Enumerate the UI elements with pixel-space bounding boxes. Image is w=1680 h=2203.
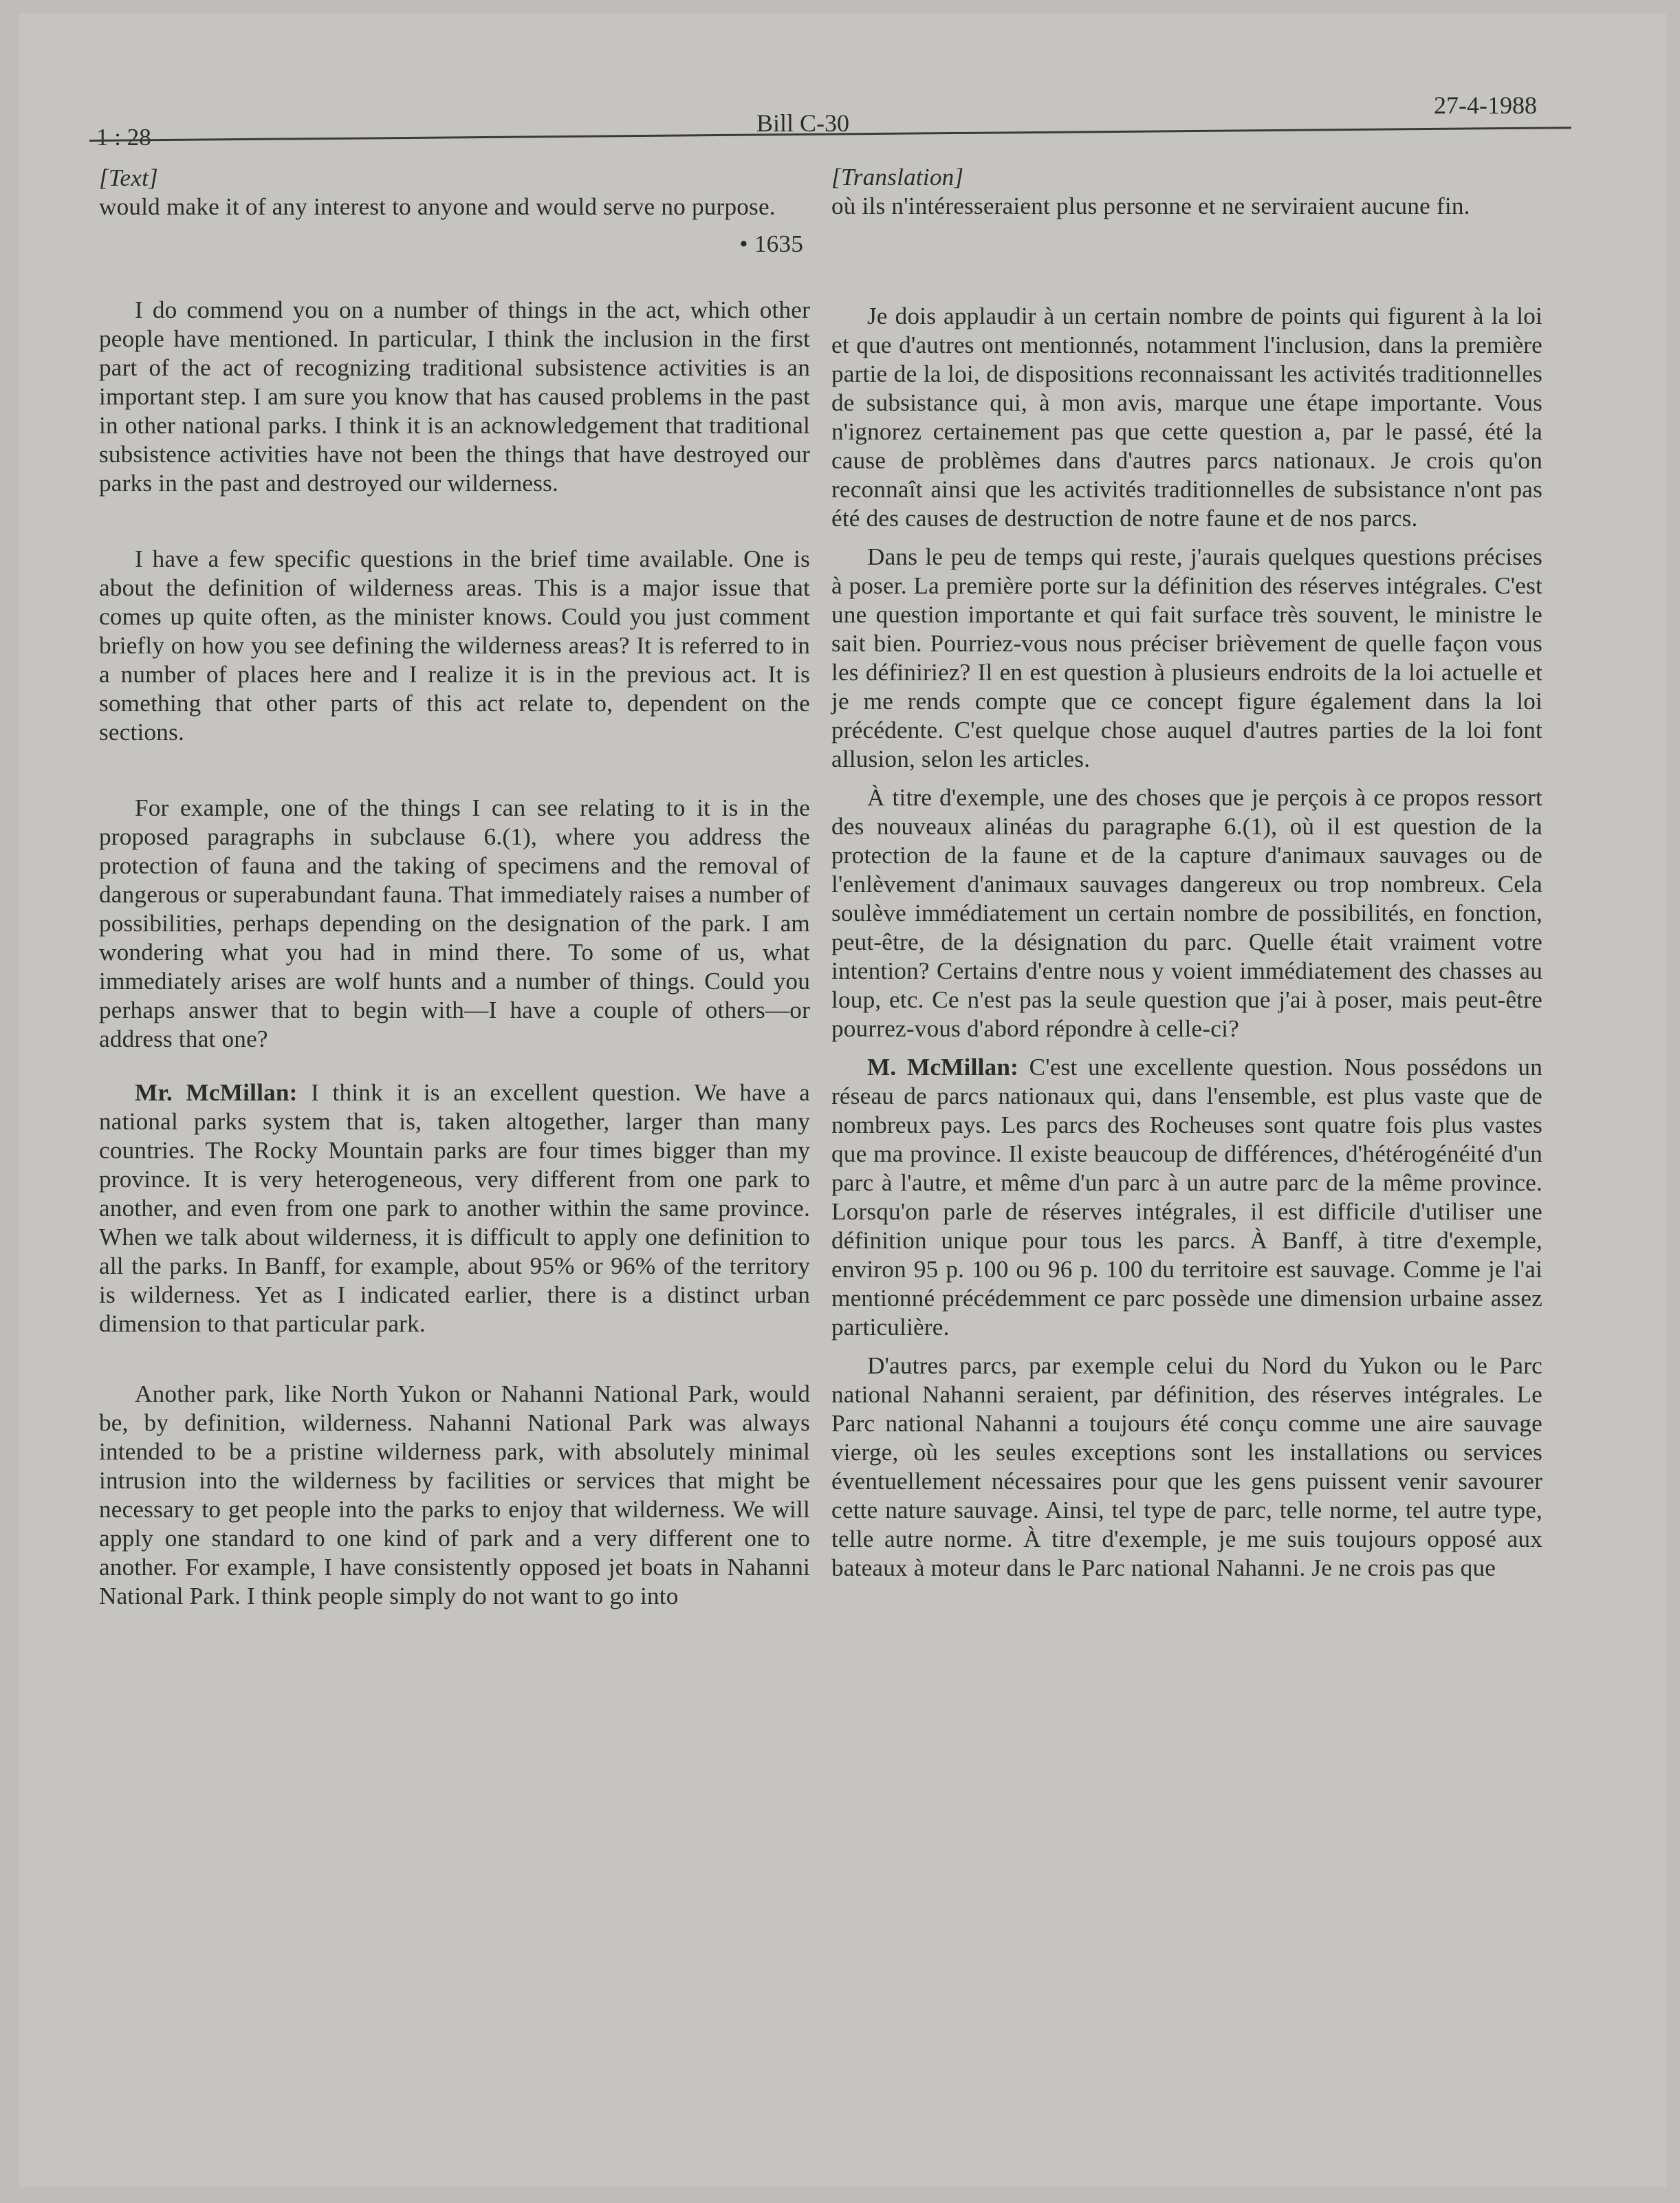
english-intro: would make it of any interest to anyone and would serve no purpose.: [99, 193, 776, 220]
french-label: [Translation]: [831, 164, 964, 191]
speaker-name: M. McMillan:: [867, 1054, 1019, 1081]
speaker-name: Mr. McMillan:: [135, 1079, 298, 1106]
page-header: [0, 0, 1680, 158]
french-intro: où ils n'intéresseraient plus personne et ne serviraient aucune fin.: [831, 193, 1470, 219]
english-paragraph-4: [99, 1078, 810, 1338]
english-column: [99, 164, 810, 1611]
english-paragraph-3: For example, one of the things I can see relating to it is in the proposed paragraphs in subclause 6.(1), where you address the protection of fauna and the taking of specimens and the removal of dangerous or superabundant fauna. That immediately raises a number of possibilities, perhaps depending on the designation of the park. I am wondering what you had in mind there. To some of us, what immediately arises are wolf hunts and a number of things. Could you perhaps answer that to begin with—I have a couple of others—or address that one?: [99, 794, 810, 1052]
english-paragraph-5: Another park, like North Yukon or Nahanni National Park, would be, by definition, wilderness. Nahanni National Park was always intended to be a pristine wilderness park, with absolutely minimal intrusion into the wilderness by facilities or services that might be necessary to get people into the parks to enjoy that wilderness. We will apply one standard to one kind of park and a very different one to another. For example, I have consistently opposed jet boats in Nahanni National Park. I think people simply do not want to go into: [99, 1380, 810, 1609]
sitting-date: 27-4-1988: [1434, 91, 1537, 119]
english-paragraph-1: I do commend you on a number of things in the act, which other people have mentioned. In particular, I think the inclusion in the first part of the act of recognizing traditional subsistence activities is an important step. I am sure you know that has caused problems in the past in other national parks. I think it is an acknowledgement that traditional subsistence activities have not been the things that have destroyed our parks in the past and destroyed our wilderness.: [99, 296, 810, 497]
english-paragraph-2: I have a few specific questions in the brief time available. One is about the definition of wilderness areas. This is a major issue that comes up quite often, as the minister knows. Could you just comment briefly on how you see defining the wilderness areas? It is referred to in a number of places here and I realize it is in the previous act. It is something that other parts of this act relate to, dependent on the sections.: [99, 545, 810, 746]
french-paragraph-4-text: C'est une excellente question. Nous possédons un réseau de parcs nationaux qui, dans l'ensemble, est plus vaste que de nombreux pays. Les parcs des Rocheuses sont quatre fois plus vastes que ma province. Il existe beaucoup de différences, d'hétérogénéité d'un parc à l'autre, et même d'un parc à un autre parc de la même province. Lorsqu'on parle de réserves intégrales, il est difficile d'utiliser une définition unique pour tous les parcs. À Banff, à titre d'exemple, environ 95 p. 100 ou 96 p. 100 du territoire est sauvage. Comme je l'ai mentionné précédemment ce parc possède une dimension urbaine assez particulière.: [831, 1054, 1543, 1341]
time-marker: • 1635: [739, 230, 803, 257]
page-reference: 1 : 28: [96, 124, 151, 151]
french-paragraph-4: [831, 1053, 1542, 1342]
french-paragraph-5: D'autres parcs, par exemple celui du Nord du Yukon ou le Parc national Nahanni seraient, par définition, des réserves intégrales. Le Parc national Nahanni a toujours été conçu comme une aire sauvage vierge, où les seules exceptions sont les installations ou services éventuellement nécessaires pour que les gens puissent venir savourer cette nature sauvage. Ainsi, tel type de parc, telle norme, tel autre type, telle autre norme. À titre d'exemple, je me suis toujours opposé aux bateaux à moteur dans le Parc national Nahanni. Je ne crois pas que: [831, 1352, 1542, 1581]
french-paragraph-3: À titre d'exemple, une des choses que je perçois à ce propos ressort des nouveaux alinéas du paragraphe 6.(1), où il est question de la protection de la faune et de la capture d'animaux sauvages ou de l'enlèvement d'animaux sauvages dangereux ou trop nombreux. Cela soulève immédiatement un certain nombre de possibilités, en fonction, peut-être, de la désignation du parc. Quelle était vraiment votre intention? Certains d'entre nous y voient immédiatement des chasses au loup, etc. Ce n'est pas la seule question que j'ai à poser, mais peut-être pourrez-vous d'abord répondre à celle-ci?: [831, 784, 1542, 1042]
french-paragraph-2: Dans le peu de temps qui reste, j'aurais quelques questions précises à poser. La première porte sur la définition des réserves intégrales. C'est une question importante et qui fait surface très souvent, le ministre le sait bien. Pourriez-vous nous préciser brièvement de quelle façon vous les définiriez? Il en est question à plusieurs endroits de la loi actuelle et je me rends compte que ce concept figure également dans la loi précédente. C'est quelque chose auquel d'autres parties de la loi font allusion, selon les articles.: [831, 543, 1542, 772]
french-column: [831, 163, 1542, 1583]
french-paragraph-1: Je dois applaudir à un certain nombre de points qui figurent à la loi et que d'autres ont mentionnés, notamment l'inclusion, dans la première partie de la loi, de dispositions reconnaissant les activités traditionnelles de subsistance qui, à mon avis, marque une étape importante. Vous n'ignorez certainement pas que cette question a, par le passé, été la cause de problèmes dans d'autres parcs nationaux. Je crois qu'on reconnaît ainsi que les activités traditionnelles de subsistance n'ont pas été des causes de destruction de notre faune et de nos parcs.: [831, 303, 1542, 532]
bill-title: Bill C-30: [756, 109, 850, 137]
english-paragraph-4-text: I think it is an excellent question. We have a national parks system that is, taken altogether, larger than many countries. The Rocky Mountain parks are four times bigger than my province. It is very heterogeneous, very different from one park to another, and even from one park to another within the same province. When we talk about wilderness, it is difficult to apply one definition to all the parks. In Banff, for example, about 95% or 96% of the territory is wilderness. Yet as I indicated earlier, there is a distinct urban dimension to that particular park.: [99, 1079, 810, 1337]
english-label: [Text]: [99, 164, 158, 191]
